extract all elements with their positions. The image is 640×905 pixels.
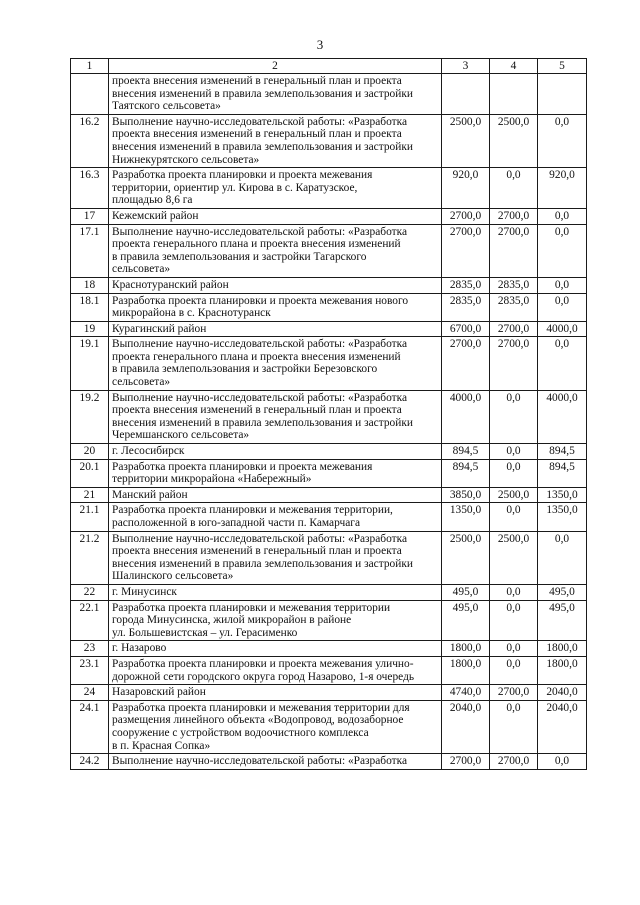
table-row — [71, 337, 587, 390]
row-value-col4-text: 2500,0 — [497, 115, 530, 128]
row-description-text: Выполнение научно-исследовательской работы: «Разработка проекта генерального плана и проекта внесения изменений в правила землепользования и застройки Тагарского сельсовета» — [112, 225, 408, 276]
row-value-col5-text: 0,0 — [554, 532, 570, 545]
row-value-col4-text: 0,0 — [506, 391, 521, 404]
row-value-total-text: 1800,0 — [449, 642, 482, 655]
row-value-total-text: 1800,0 — [449, 657, 482, 670]
table-row — [71, 168, 587, 209]
row-value-total — [442, 754, 490, 770]
row-value-col4 — [490, 444, 538, 460]
row-description — [109, 74, 442, 115]
row-number — [71, 208, 109, 224]
row-value-col5-text: 2040,0 — [546, 701, 578, 714]
row-number-text: 19.2 — [79, 391, 100, 404]
row-value-col5-text: 495,0 — [549, 585, 575, 598]
row-description-text: Манский район — [112, 488, 188, 501]
row-value-col5 — [538, 459, 587, 487]
row-value-col4-text: 0,0 — [506, 585, 521, 598]
row-value-total-text: 2500,0 — [449, 115, 482, 128]
row-description-text: г. Минусинск — [112, 585, 177, 598]
row-number-text: 20 — [83, 445, 96, 458]
row-value-total-text: 2040,0 — [449, 701, 482, 714]
row-description — [109, 459, 442, 487]
row-description-text: г. Лесосибирск — [112, 445, 185, 458]
row-number — [71, 641, 109, 657]
row-description-text: Выполнение научно-исследовательской работы: «Разработка — [112, 755, 408, 768]
row-number-text: 17.1 — [79, 225, 100, 238]
row-number-text: 20.1 — [79, 460, 100, 473]
table-row — [71, 114, 587, 167]
row-value-total-text: 2700,0 — [449, 755, 482, 768]
row-value-col4-text: 0,0 — [506, 701, 521, 714]
row-value-col4 — [490, 531, 538, 584]
row-value-col5-text: 0,0 — [554, 115, 570, 128]
table-row — [71, 208, 587, 224]
row-value-col5 — [538, 74, 587, 115]
row-number-text: 16.2 — [79, 115, 100, 128]
row-number-text: 22.1 — [79, 601, 100, 614]
table-row — [71, 277, 587, 293]
table-row — [71, 487, 587, 503]
row-description-text: Разработка проекта планировки и межевания территории города Минусинска, жилой микрорайон в районе ул. Большевистская – ул. Герасименко — [112, 601, 391, 639]
row-description — [109, 168, 442, 209]
row-value-col5-text: 0,0 — [554, 294, 570, 307]
row-value-col4 — [490, 503, 538, 531]
row-description-text: Краснотуранский район — [112, 278, 229, 291]
row-number — [71, 487, 109, 503]
row-value-col5 — [538, 168, 587, 209]
row-value-col5-text: 0,0 — [554, 225, 570, 238]
row-value-col5 — [538, 114, 587, 167]
row-description-text: Назаровский район — [112, 686, 206, 699]
row-description — [109, 444, 442, 460]
table-row — [71, 656, 587, 684]
row-number — [71, 224, 109, 277]
row-number — [71, 685, 109, 701]
table-row — [71, 74, 587, 115]
row-value-col5 — [538, 277, 587, 293]
row-value-col4-text: 2700,0 — [497, 338, 530, 351]
row-value-col4-text: 2700,0 — [497, 322, 530, 335]
row-number-text: 24.1 — [79, 701, 100, 714]
row-number-text: 24 — [83, 686, 96, 699]
table-body — [71, 59, 587, 770]
row-description — [109, 337, 442, 390]
row-value-col5-text: 495,0 — [549, 601, 575, 614]
row-description-text: Разработка проекта планировки и межевания территории для размещения линейного объекта «Водопровод, водозаборное сооружение с устройством водоочистного комплекса в п. Красная Сопка» — [112, 701, 410, 752]
row-value-total-text: 1350,0 — [449, 504, 482, 517]
row-number — [71, 503, 109, 531]
row-value-col5 — [538, 700, 587, 753]
row-value-col5-text: 1800,0 — [546, 642, 578, 655]
row-description — [109, 321, 442, 337]
row-value-total-text: 495,0 — [452, 601, 479, 614]
row-value-col5 — [538, 208, 587, 224]
header-col-2: 2 — [109, 59, 442, 74]
row-description — [109, 293, 442, 321]
row-number — [71, 321, 109, 337]
row-value-total — [442, 277, 490, 293]
row-description-text: проекта внесения изменений в генеральный план и проекта внесения изменений в правила землепользования и застройки Таятского сельсовета» — [112, 75, 413, 113]
row-value-col4 — [490, 74, 538, 115]
row-value-col4-text: 2700,0 — [497, 209, 530, 222]
row-value-total-text: 6700,0 — [449, 322, 482, 335]
row-value-total-text: 2700,0 — [449, 338, 482, 351]
table-header-row — [71, 59, 587, 74]
row-value-col5-text: 894,5 — [549, 460, 575, 473]
row-value-col4 — [490, 224, 538, 277]
row-value-total — [442, 444, 490, 460]
row-description-text: Выполнение научно-исследовательской работы: «Разработка проекта внесения изменений в генеральный план и проекта внесения изменений в правила землепользования и застройки Шалинского сельсовета» — [112, 532, 413, 583]
row-description — [109, 487, 442, 503]
row-value-col4 — [490, 208, 538, 224]
row-value-col4 — [490, 390, 538, 443]
row-value-total — [442, 114, 490, 167]
row-value-col5 — [538, 487, 587, 503]
row-description — [109, 641, 442, 657]
table-row — [71, 321, 587, 337]
row-number-text: 21 — [83, 488, 96, 501]
row-value-col5-text: 0,0 — [554, 209, 570, 222]
row-number — [71, 74, 109, 115]
header-col-1: 1 — [71, 59, 109, 74]
row-description-text: г. Назарово — [112, 642, 167, 655]
row-description-text: Разработка проекта планировки и проекта межевания улично- дорожной сети городского округа город Назарово, 1-я очередь — [112, 657, 415, 683]
row-number-text: 21.1 — [79, 504, 100, 517]
row-description-text: Кежемский район — [112, 209, 199, 222]
row-value-col4 — [490, 487, 538, 503]
table-row — [71, 503, 587, 531]
row-value-total-text: 495,0 — [452, 585, 479, 598]
row-value-col5-text: 4000,0 — [546, 322, 578, 335]
row-description-text: Выполнение научно-исследовательской работы: «Разработка проекта внесения изменений в генеральный план и проекта внесения изменений в правила землепользования и застройки Нижнекурятского сельсовета» — [112, 115, 413, 166]
row-number-text: 22 — [83, 585, 96, 598]
row-value-col5-text: 920,0 — [549, 169, 575, 182]
row-value-total — [442, 600, 490, 641]
table-row — [71, 390, 587, 443]
row-description — [109, 754, 442, 770]
row-number — [71, 600, 109, 641]
row-description — [109, 685, 442, 701]
row-value-col4-text: 2700,0 — [497, 755, 530, 768]
row-value-total — [442, 487, 490, 503]
row-value-col5 — [538, 337, 587, 390]
row-value-col5 — [538, 293, 587, 321]
row-description — [109, 600, 442, 641]
row-value-col4-text: 2700,0 — [497, 225, 530, 238]
row-value-col5 — [538, 754, 587, 770]
table-row — [71, 444, 587, 460]
row-value-col5 — [538, 321, 587, 337]
row-value-total — [442, 685, 490, 701]
row-value-total-text: 3850,0 — [449, 488, 482, 501]
row-value-col4 — [490, 459, 538, 487]
row-description — [109, 224, 442, 277]
row-number — [71, 531, 109, 584]
row-value-total-text: 4000,0 — [449, 391, 482, 404]
row-description-text: Выполнение научно-исследовательской работы: «Разработка проекта генерального плана и проекта внесения изменений в правила землепользования и застройки Березовского сельсовета» — [112, 338, 408, 389]
row-value-col4-text: 0,0 — [506, 460, 521, 473]
row-description-text: Разработка проекта планировки и межевания территории, расположенной в юго-западной части п. Камарчага — [112, 504, 393, 529]
row-number — [71, 656, 109, 684]
table-row — [71, 293, 587, 321]
table-row — [71, 584, 587, 600]
row-value-col4 — [490, 277, 538, 293]
row-description — [109, 531, 442, 584]
row-number-text: 23 — [83, 642, 96, 655]
table-row — [71, 600, 587, 641]
row-number — [71, 584, 109, 600]
row-number-text: 19 — [83, 322, 96, 335]
header-col-4: 4 — [490, 59, 538, 74]
row-value-col5-text: 1800,0 — [546, 657, 578, 670]
row-description — [109, 114, 442, 167]
row-value-col4-text: 0,0 — [506, 445, 521, 458]
row-number — [71, 459, 109, 487]
header-col-3: 3 — [442, 59, 490, 74]
row-value-total — [442, 74, 490, 115]
row-description — [109, 700, 442, 753]
row-value-total-text: 2700,0 — [449, 209, 482, 222]
row-value-total — [442, 321, 490, 337]
row-number-text: 18 — [83, 278, 96, 291]
row-value-total — [442, 656, 490, 684]
row-value-col5 — [538, 584, 587, 600]
row-value-total — [442, 168, 490, 209]
row-value-col5 — [538, 600, 587, 641]
row-number — [71, 293, 109, 321]
row-value-col5 — [538, 641, 587, 657]
row-value-col4-text: 2835,0 — [497, 278, 530, 291]
table-row — [71, 531, 587, 584]
row-description-text: Выполнение научно-исследовательской работы: «Разработка проекта внесения изменений в генеральный план и проекта внесения изменений в правила землепользования и застройки Черемшанского сельсовета» — [112, 391, 413, 442]
row-number-text: 19.1 — [79, 338, 100, 351]
row-value-col4-text: 0,0 — [506, 169, 521, 182]
row-value-total — [442, 503, 490, 531]
row-value-col4 — [490, 584, 538, 600]
row-value-col5 — [538, 390, 587, 443]
row-value-total-text: 2835,0 — [449, 294, 482, 307]
row-value-total — [442, 208, 490, 224]
row-description — [109, 656, 442, 684]
row-number — [71, 754, 109, 770]
row-description-text: Разработка проекта планировки и проекта межевания территории, ориентир ул. Кирова в с. Каратузское, площадью 8,6 га — [112, 169, 373, 207]
row-description — [109, 503, 442, 531]
table-row — [71, 685, 587, 701]
row-value-total — [442, 531, 490, 584]
row-number — [71, 114, 109, 167]
row-number — [71, 444, 109, 460]
row-number — [71, 390, 109, 443]
row-value-col4-text: 0,0 — [506, 642, 521, 655]
row-value-col4-text: 2500,0 — [497, 532, 530, 545]
row-value-col4-text: 0,0 — [506, 504, 521, 517]
row-value-col4-text: 0,0 — [506, 657, 521, 670]
row-value-total — [442, 584, 490, 600]
row-value-total — [442, 641, 490, 657]
row-value-col4 — [490, 754, 538, 770]
table-row — [71, 700, 587, 753]
row-value-col4 — [490, 337, 538, 390]
row-value-col5 — [538, 656, 587, 684]
row-description — [109, 390, 442, 443]
row-value-col5 — [538, 224, 587, 277]
row-number-text: 18.1 — [79, 294, 100, 307]
row-value-total-text: 4740,0 — [449, 686, 482, 699]
row-description — [109, 277, 442, 293]
row-description — [109, 584, 442, 600]
row-value-col5-text: 0,0 — [554, 338, 570, 351]
row-value-col5-text: 0,0 — [554, 278, 570, 291]
row-value-total-text: 894,5 — [452, 445, 479, 458]
row-value-col5-text: 894,5 — [549, 445, 575, 458]
row-value-col5-text: 4000,0 — [546, 391, 578, 404]
row-value-col4 — [490, 700, 538, 753]
row-number-text: 16.3 — [79, 169, 100, 182]
row-value-col4 — [490, 293, 538, 321]
row-value-total — [442, 224, 490, 277]
row-value-col4-text: 2700,0 — [497, 686, 530, 699]
row-number-text: 17 — [83, 209, 96, 222]
row-number-text: 21.2 — [79, 532, 100, 545]
row-value-col4-text: 2500,0 — [497, 488, 530, 501]
row-value-col4 — [490, 168, 538, 209]
row-value-col5 — [538, 531, 587, 584]
row-value-col4 — [490, 114, 538, 167]
row-value-col5 — [538, 444, 587, 460]
row-description-text: Разработка проекта планировки и проекта межевания территории микрорайона «Набережный» — [112, 460, 373, 486]
table-row — [71, 459, 587, 487]
budget-table — [70, 58, 587, 770]
row-value-col4 — [490, 685, 538, 701]
row-value-col5 — [538, 685, 587, 701]
row-description — [109, 208, 442, 224]
table-row — [71, 224, 587, 277]
row-value-col4 — [490, 600, 538, 641]
row-value-col5 — [538, 503, 587, 531]
page-number: 3 — [316, 37, 324, 52]
row-value-total — [442, 459, 490, 487]
row-value-col4 — [490, 641, 538, 657]
row-number — [71, 277, 109, 293]
row-value-total — [442, 293, 490, 321]
row-value-col5-text: 1350,0 — [546, 504, 578, 517]
row-value-col5-text: 0,0 — [554, 755, 570, 768]
row-value-total-text: 894,5 — [452, 460, 479, 473]
row-description-text: Курагинский район — [112, 322, 207, 335]
row-value-total-text: 2500,0 — [449, 532, 482, 545]
row-number-text: 23.1 — [79, 657, 100, 670]
row-value-col4-text: 2835,0 — [497, 294, 530, 307]
row-value-col4 — [490, 321, 538, 337]
row-number — [71, 700, 109, 753]
table-row — [71, 754, 587, 770]
row-value-col4 — [490, 656, 538, 684]
row-value-col5-text: 2040,0 — [546, 686, 578, 699]
row-value-col4-text: 0,0 — [506, 601, 521, 614]
row-value-col5-text: 1350,0 — [546, 488, 578, 501]
header-col-5: 5 — [538, 59, 587, 74]
row-number — [71, 168, 109, 209]
row-description-text: Разработка проекта планировки и проекта межевания нового микрорайона в с. Краснотуранск — [112, 294, 409, 320]
row-value-total-text: 920,0 — [452, 169, 479, 182]
row-value-total — [442, 390, 490, 443]
row-value-total-text: 2700,0 — [449, 225, 482, 238]
row-number-text: 24.2 — [79, 755, 100, 768]
row-number — [71, 337, 109, 390]
row-value-total — [442, 337, 490, 390]
row-value-total-text: 2835,0 — [449, 278, 482, 291]
table-row — [71, 641, 587, 657]
row-value-total — [442, 700, 490, 753]
